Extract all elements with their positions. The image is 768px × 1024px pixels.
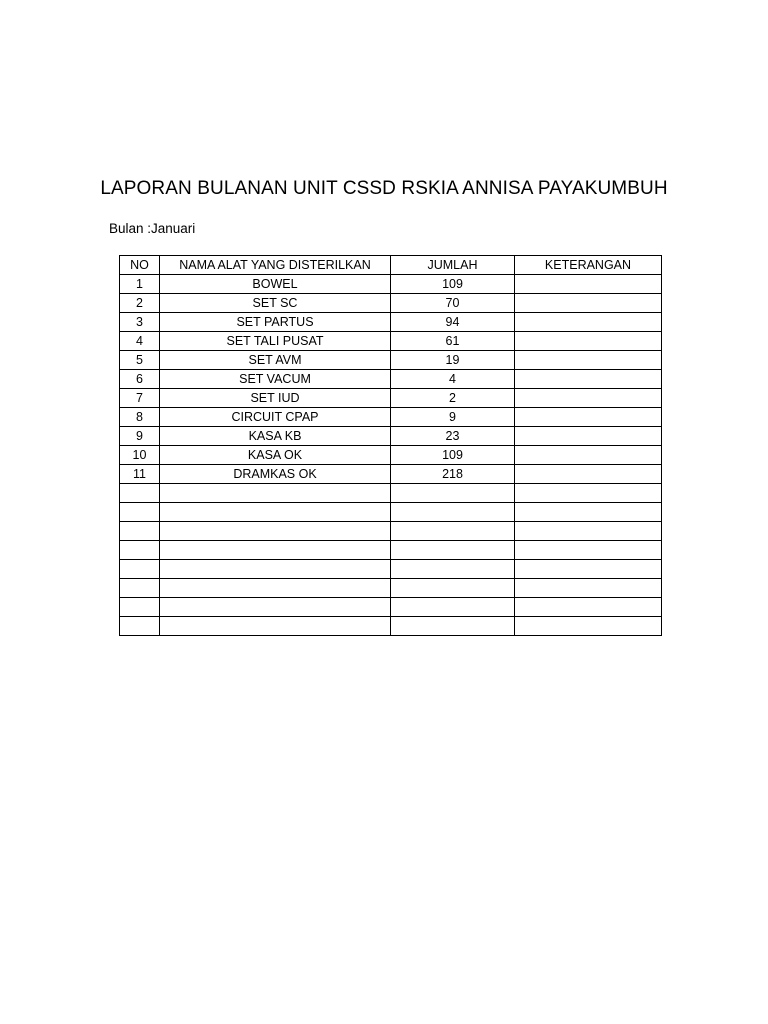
table-body — [120, 275, 662, 636]
cell-note — [515, 351, 662, 370]
cell-name — [160, 541, 391, 560]
cell-qty: 23 — [391, 427, 515, 446]
table-header-row — [120, 256, 662, 275]
cell-qty — [391, 541, 515, 560]
cell-name — [160, 579, 391, 598]
cell-qty: 109 — [391, 446, 515, 465]
cell-no — [120, 617, 160, 636]
cell-no: 8 — [120, 408, 160, 427]
cell-qty — [391, 598, 515, 617]
cell-no: 6 — [120, 370, 160, 389]
cell-no: 9 — [120, 427, 160, 446]
table-row — [120, 560, 662, 579]
cell-note — [515, 503, 662, 522]
cell-note — [515, 579, 662, 598]
cell-note — [515, 560, 662, 579]
cell-no: 4 — [120, 332, 160, 351]
cell-name — [160, 503, 391, 522]
cell-note — [515, 484, 662, 503]
cell-qty: 70 — [391, 294, 515, 313]
cell-name: SET SC — [160, 294, 391, 313]
cell-no — [120, 579, 160, 598]
cell-note — [515, 427, 662, 446]
cell-note — [515, 370, 662, 389]
cell-no: 7 — [120, 389, 160, 408]
cell-qty — [391, 503, 515, 522]
cell-qty: 19 — [391, 351, 515, 370]
cell-name — [160, 598, 391, 617]
cell-qty — [391, 617, 515, 636]
cell-name: DRAMKAS OK — [160, 465, 391, 484]
cell-note — [515, 522, 662, 541]
table-row — [120, 389, 662, 408]
table-row — [120, 313, 662, 332]
cell-no: 1 — [120, 275, 160, 294]
header-qty: JUMLAH — [391, 256, 515, 275]
header-no: NO — [120, 256, 160, 275]
cell-no — [120, 503, 160, 522]
cell-note — [515, 313, 662, 332]
cell-note — [515, 617, 662, 636]
cell-qty: 94 — [391, 313, 515, 332]
cell-note — [515, 294, 662, 313]
cell-no: 5 — [120, 351, 160, 370]
cell-name: CIRCUIT CPAP — [160, 408, 391, 427]
table-row — [120, 275, 662, 294]
cell-note — [515, 446, 662, 465]
cell-name: BOWEL — [160, 275, 391, 294]
cell-no — [120, 560, 160, 579]
cell-note — [515, 541, 662, 560]
cell-qty — [391, 560, 515, 579]
header-name: NAMA ALAT YANG DISTERILKAN — [160, 256, 391, 275]
table-row — [120, 598, 662, 617]
cell-no: 11 — [120, 465, 160, 484]
cell-name — [160, 522, 391, 541]
cell-qty: 9 — [391, 408, 515, 427]
table-row — [120, 408, 662, 427]
header-note: KETERANGAN — [515, 256, 662, 275]
table-row — [120, 351, 662, 370]
cell-name: SET VACUM — [160, 370, 391, 389]
cell-name — [160, 560, 391, 579]
cell-name — [160, 617, 391, 636]
table-row — [120, 617, 662, 636]
cell-name: KASA OK — [160, 446, 391, 465]
cell-qty: 4 — [391, 370, 515, 389]
cell-name: SET TALI PUSAT — [160, 332, 391, 351]
cell-no — [120, 541, 160, 560]
cell-no: 10 — [120, 446, 160, 465]
cell-name: SET IUD — [160, 389, 391, 408]
table-row — [120, 541, 662, 560]
report-title: LAPORAN BULANAN UNIT CSSD RSKIA ANNISA PAYAKUMBUH — [100, 178, 668, 199]
cell-note — [515, 332, 662, 351]
cell-note — [515, 408, 662, 427]
table-row — [120, 294, 662, 313]
table-row — [120, 446, 662, 465]
cell-note — [515, 389, 662, 408]
cell-no — [120, 598, 160, 617]
table-row — [120, 370, 662, 389]
table-row — [120, 503, 662, 522]
cell-no: 2 — [120, 294, 160, 313]
cell-name: KASA KB — [160, 427, 391, 446]
cell-qty — [391, 484, 515, 503]
table-row — [120, 427, 662, 446]
cell-note — [515, 465, 662, 484]
cell-name — [160, 484, 391, 503]
cell-note — [515, 275, 662, 294]
cell-name: SET PARTUS — [160, 313, 391, 332]
report-table — [119, 255, 662, 636]
table-row — [120, 579, 662, 598]
cell-qty — [391, 579, 515, 598]
cell-note — [515, 598, 662, 617]
cell-qty: 61 — [391, 332, 515, 351]
cell-no: 3 — [120, 313, 160, 332]
cell-no — [120, 522, 160, 541]
table-row — [120, 465, 662, 484]
cell-qty: 2 — [391, 389, 515, 408]
cell-qty — [391, 522, 515, 541]
table-row — [120, 522, 662, 541]
table-row — [120, 332, 662, 351]
cell-name: SET AVM — [160, 351, 391, 370]
cell-qty: 109 — [391, 275, 515, 294]
cell-qty: 218 — [391, 465, 515, 484]
month-label: Bulan :Januari — [109, 221, 196, 236]
table-row — [120, 484, 662, 503]
cell-no — [120, 484, 160, 503]
